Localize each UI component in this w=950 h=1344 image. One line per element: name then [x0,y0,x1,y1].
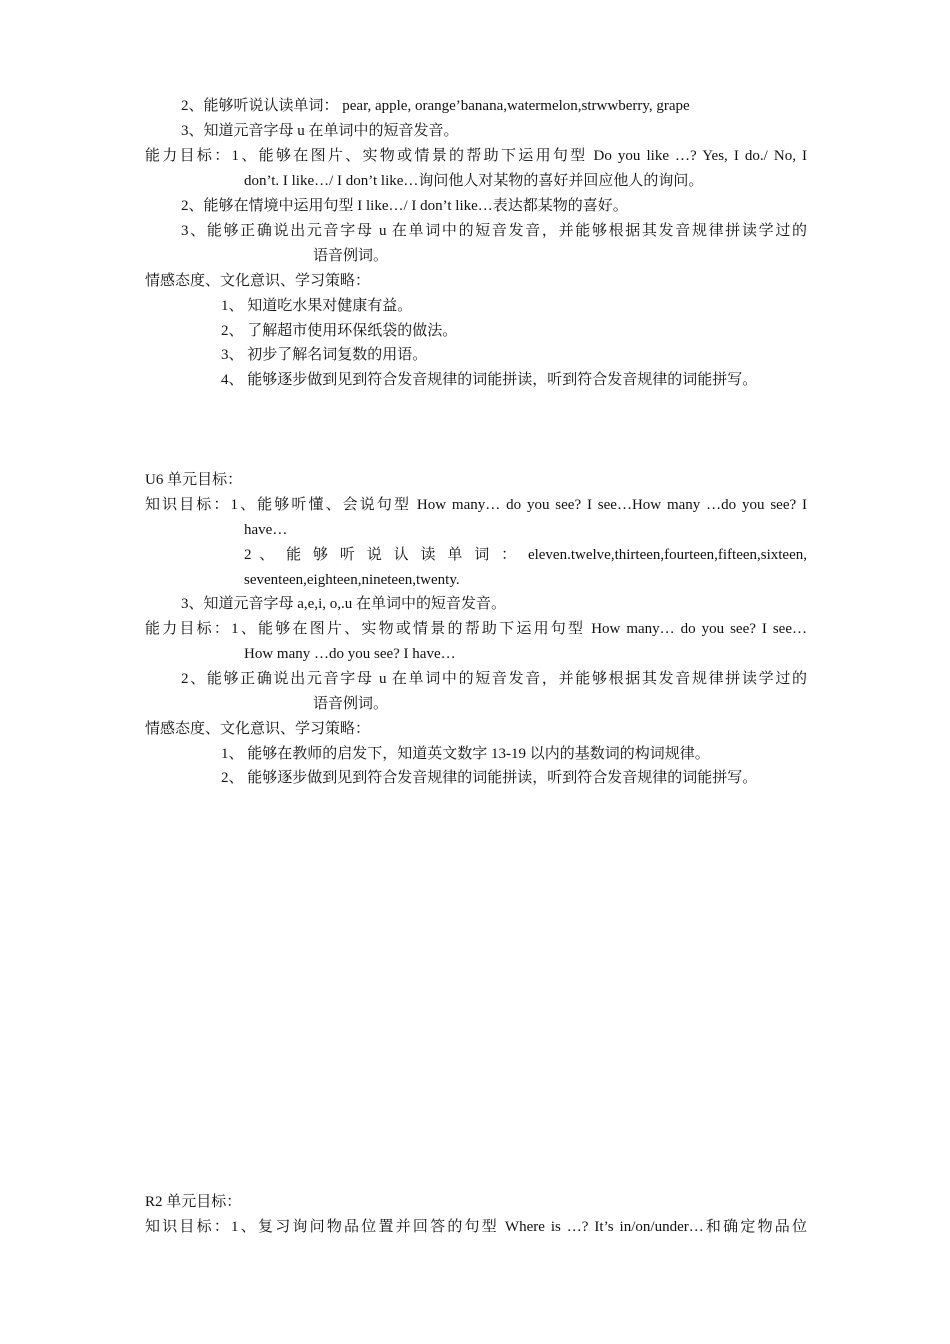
u6-heading: U6 单元目标： [145,472,243,488]
u5-ability-item-3-line-1: 3、能够正确说出元音字母 u 在单词中的短音发音，并能够根据其发音规律拼读学过的 [181,223,807,239]
u6-attitude-item: 1、 能够在教师的启发下，知道英文数字 13-19 以内的基数词的构词规律。 [221,746,710,762]
u6-knowledge-item-3: 3、知道元音字母 a,e,i, o,.u 在单词中的短音发音。 [181,596,506,612]
u6-ability-item-2-line-2: 语音例词。 [313,696,389,712]
u6-knowledge-item-1-line-1: 知识目标：1、能够听懂、会说句型 How many… do you see? I see…How many …do you see? I [145,497,807,513]
u6-ability-item-1-line-1: 能力目标：1、能够在图片、实物或情景的帮助下运用句型 How many… do you see? I see… [145,621,807,637]
r2-heading: R2 单元目标： [145,1194,242,1210]
u5-knowledge-item-3: 3、知道元音字母 u 在单词中的短音发音。 [181,123,459,139]
u5-attitude-heading: 情感态度、文化意识、学习策略： [145,273,371,289]
u6-knowledge-item-2-line-1: 2 、 能 够 听 说 认 读 单 词 ： eleven.twelve,thirteen,fourteen,fifteen,sixteen, [244,547,807,563]
u5-attitude-item: 3、 初步了解名词复数的用语。 [221,347,428,363]
u5-knowledge-item-2: 2、能够听说认读单词： pear, apple, orange’banana,watermelon,strwwberry, grape [181,98,690,114]
u5-ability-item-3-line-2: 语音例词。 [313,248,389,264]
u5-attitude-item: 2、 了解超市使用环保纸袋的做法。 [221,323,458,339]
r2-knowledge-item-1-line-1: 知识目标：1、复习询问物品位置并回答的句型 Where is …? It’s in/on/under…和确定物品位 [145,1219,807,1235]
u5-ability-item-1-line-2: don’t. I like…/ I don’t like…询问他人对某物的喜好并回应他人的询问。 [244,173,704,189]
u6-ability-item-1-line-2: How many …do you see? I have… [244,646,456,662]
u6-knowledge-item-1-line-2: have… [244,522,288,538]
u5-ability-item-2: 2、能够在情境中运用句型 I like…/ I don’t like…表达都某物的喜好。 [181,198,628,214]
u6-attitude-item: 2、 能够逐步做到见到符合发音规律的词能拼读，听到符合发音规律的词能拼写。 [221,770,758,786]
u5-attitude-item: 4、 能够逐步做到见到符合发音规律的词能拼读，听到符合发音规律的词能拼写。 [221,372,758,388]
u5-ability-item-1-line-1: 能力目标：1、能够在图片、实物或情景的帮助下运用句型 Do you like …? Yes, I do./ No, I [145,148,807,164]
u6-knowledge-item-2-line-2: seventeen,eighteen,nineteen,twenty. [244,572,460,588]
u6-ability-item-2-line-1: 2、能够正确说出元音字母 u 在单词中的短音发音，并能够根据其发音规律拼读学过的 [181,671,807,687]
u5-attitude-item: 1、 知道吃水果对健康有益。 [221,298,413,314]
u6-attitude-heading: 情感态度、文化意识、学习策略： [145,721,371,737]
